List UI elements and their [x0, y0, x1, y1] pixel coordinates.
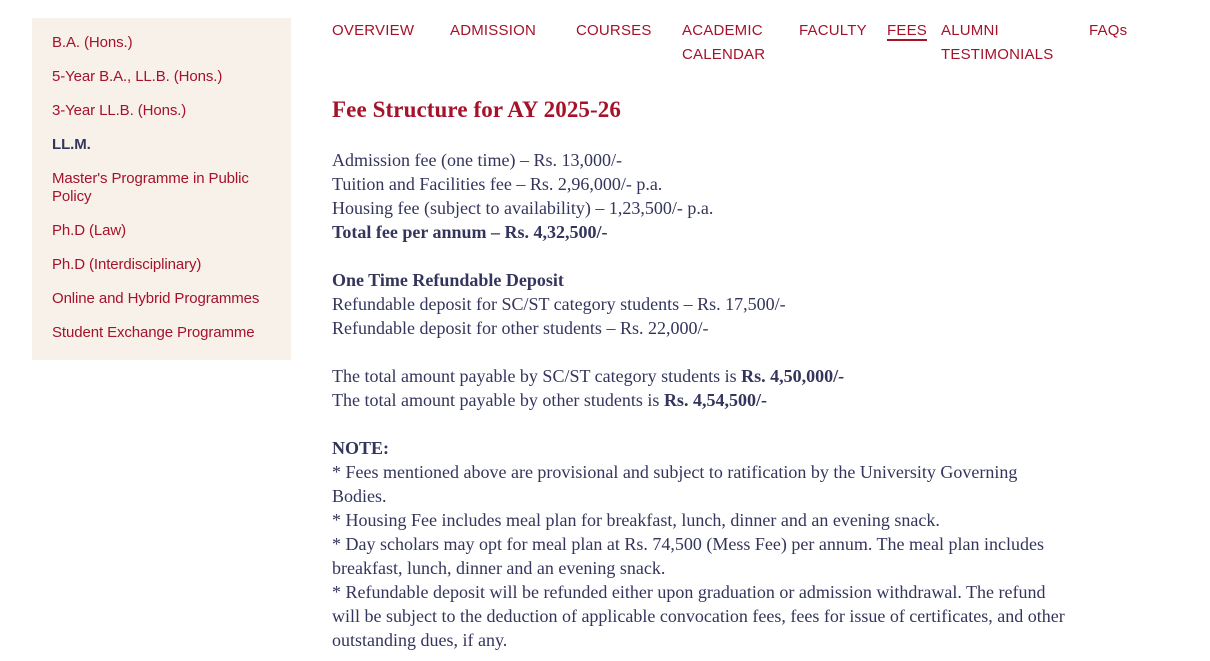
page-title: Fee Structure for AY 2025-26: [332, 97, 621, 122]
nav-cell-alumni-testimonials: [941, 19, 1089, 67]
scst-deposit-line: Refundable deposit for SC/ST category students – Rs. 17,500/-: [332, 294, 786, 314]
note-item-1: * Fees mentioned above are provisional and subject to ratification by the University Governing Bodies.: [332, 462, 1018, 506]
tuition-fee-line: Tuition and Facilities fee – Rs. 2,96,000/- p.a.: [332, 174, 663, 194]
note-block: [332, 436, 1072, 652]
sidebar-item-5year-ba-llb[interactable]: 5-Year B.A., LL.B. (Hons.): [52, 68, 223, 85]
note-item-2: * Housing Fee includes meal plan for breakfast, lunch, dinner and an evening snack.: [332, 510, 940, 530]
nav-cell-fees: [887, 19, 941, 43]
other-total-payable-line: [332, 388, 1072, 412]
admission-fee-line: Admission fee (one time) – Rs. 13,000/-: [332, 150, 622, 170]
scst-total-payable-amount: Rs. 4,50,000/-: [741, 366, 845, 386]
nav-cell-faqs: [1089, 19, 1159, 43]
total-payable-block: [332, 364, 1072, 412]
nav-cell-courses: [576, 19, 682, 43]
refundable-deposit-title: One Time Refundable Deposit: [332, 270, 564, 290]
note-item-4: * Refundable deposit will be refunded either upon graduation or admission withdrawal. The refund will be subject to the deduction of applicable convocation fees, fees for issue of certificates, and other outstanding dues, if any.: [332, 582, 1065, 650]
tab-admission[interactable]: ADMISSION: [450, 22, 536, 39]
other-total-payable-text: The total amount payable by other students is: [332, 390, 664, 410]
refundable-deposit-block: [332, 268, 1072, 340]
nav-cell-faculty: [799, 19, 887, 43]
fees-content: [332, 96, 1072, 652]
tab-fees[interactable]: FEES: [887, 22, 927, 39]
scst-total-payable-line: [332, 364, 1072, 388]
sidebar-item-masters-public-policy[interactable]: Master's Programme in Public Policy: [52, 170, 249, 205]
scst-total-payable-text: The total amount payable by SC/ST category students is: [332, 366, 742, 386]
sidebar-item-ba-hons[interactable]: B.A. (Hons.): [52, 34, 133, 51]
nav-cell-admission: [450, 19, 576, 43]
tab-courses[interactable]: COURSES: [576, 22, 652, 39]
note-item-3: * Day scholars may opt for meal plan at Rs. 74,500 (Mess Fee) per annum. The meal plan includes breakfast, lunch, dinner and an evening snack.: [332, 534, 1044, 578]
tab-faqs[interactable]: FAQs: [1089, 22, 1128, 39]
sidebar-item-phd-law[interactable]: Ph.D (Law): [52, 222, 127, 239]
tab-faculty[interactable]: FACULTY: [799, 22, 867, 39]
section-tabs-nav: [332, 19, 1192, 67]
other-total-payable-amount: Rs. 4,54,500/-: [663, 390, 767, 410]
sidebar-item-phd-interdisciplinary[interactable]: Ph.D (Interdisciplinary): [52, 256, 202, 273]
annual-fee-block: [332, 148, 1072, 244]
sidebar-item-3year-llb[interactable]: 3-Year LL.B. (Hons.): [52, 102, 187, 119]
note-title: NOTE:: [332, 438, 390, 458]
sidebar-item-llm[interactable]: LL.M.: [52, 136, 91, 153]
other-deposit-line: Refundable deposit for other students – Rs. 22,000/-: [332, 318, 709, 338]
sidebar-item-student-exchange[interactable]: Student Exchange Programme: [52, 324, 255, 341]
nav-cell-academic-calendar: [682, 19, 799, 67]
sidebar-item-online-hybrid[interactable]: Online and Hybrid Programmes: [52, 290, 260, 307]
programmes-sidebar: [32, 18, 291, 360]
tab-alumni-testimonials[interactable]: ALUMNI TESTIMONIALS: [941, 22, 1054, 63]
housing-fee-line: Housing fee (subject to availability) – 1,23,500/- p.a.: [332, 198, 714, 218]
total-fee-per-annum-line: Total fee per annum – Rs. 4,32,500/-: [332, 222, 608, 242]
tab-overview[interactable]: OVERVIEW: [332, 22, 415, 39]
tab-academic-calendar[interactable]: ACADEMIC CALENDAR: [682, 22, 766, 63]
nav-cell-overview: [332, 19, 450, 43]
